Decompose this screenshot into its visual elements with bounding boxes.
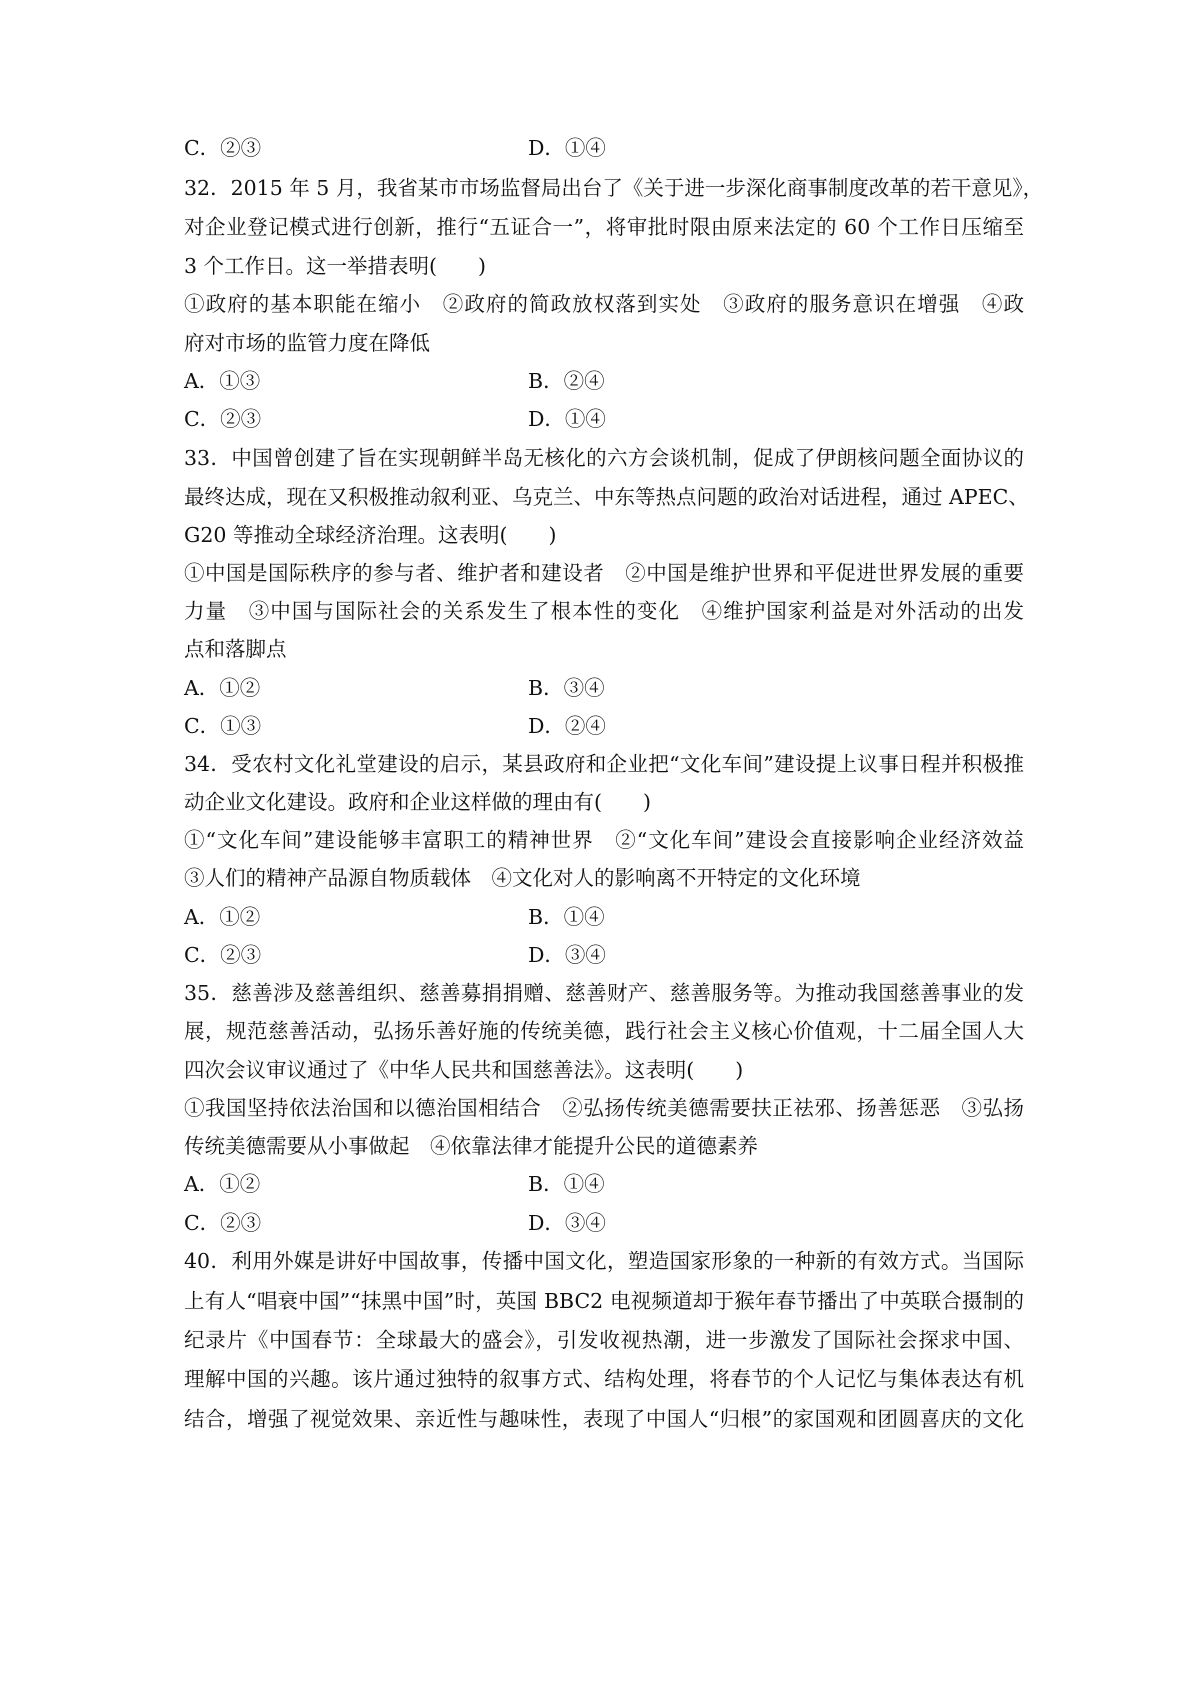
- q33-option-b: B．③④: [528, 676, 605, 700]
- q34-statement-line: ①“文化车间”建设能够丰富职工的精神世界 ②“文化车间”建设会直接影响企业经济效益: [184, 828, 1024, 852]
- q33-statement-line: ①中国是国际秩序的参与者、维护者和建设者 ②中国是维护世界和平促进世界发展的重要: [184, 561, 1024, 585]
- q35-option-b: B．①④: [528, 1172, 605, 1196]
- q35-stem-line: 35．慈善涉及慈善组织、慈善募捐捐赠、慈善财产、慈善服务等。为推动我国慈善事业的发: [184, 981, 1024, 1005]
- q33-option-c: C．①③: [184, 714, 262, 738]
- q34-option-a: A．①②: [184, 905, 261, 929]
- q32-stem-line: 对企业登记模式进行创新，推行“五证合一”，将审批时限由原来法定的 60 个工作日压缩至: [184, 215, 1024, 239]
- q32-statement-line: ①政府的基本职能在缩小 ②政府的简政放权落到实处 ③政府的服务意识在增强 ④政: [184, 292, 1024, 316]
- q34-option-d: D．③④: [528, 943, 606, 967]
- q33-statement-line: 力量 ③中国与国际社会的关系发生了根本性的变化 ④维护国家利益是对外活动的出发: [184, 599, 1024, 623]
- q35-stem-line: 四次会议审议通过了《中华人民共和国慈善法》。这表明( ): [184, 1058, 744, 1082]
- q32-option-d: D．①④: [528, 407, 606, 431]
- q35-option-d: D．③④: [528, 1211, 606, 1235]
- q35-statement-line: ①我国坚持依法治国和以德治国相结合 ②弘扬传统美德需要扶正祛邪、扬善惩恶 ③弘扬: [184, 1096, 1024, 1120]
- q40-stem-line: 上有人“唱衰中国”“抹黑中国”时，英国 BBC2 电视频道却于猴年春节播出了中英联合摄制的: [184, 1289, 1024, 1313]
- q40-stem-line: 纪录片《中国春节：全球最大的盛会》，引发收视热潮，进一步激发了国际社会探求中国、: [184, 1328, 1024, 1352]
- q35-option-c: C．②③: [184, 1211, 262, 1235]
- q32-stem-line: 32．2015 年 5 月，我省某市市场监督局出台了《关于进一步深化商事制度改革的若干意见》，: [184, 176, 1044, 200]
- q33-stem-line: 最终达成，现在又积极推动叙利亚、乌克兰、中东等热点问题的政治对话进程，通过 APEC、: [184, 485, 1029, 509]
- q34-option-c: C．②③: [184, 943, 262, 967]
- q34-option-b: B．①④: [528, 905, 605, 929]
- q35-statement-line: 传统美德需要从小事做起 ④依靠法律才能提升公民的道德素养: [184, 1134, 758, 1158]
- q34-stem-line: 34．受农村文化礼堂建设的启示，某县政府和企业把“文化车间”建设提上议事日程并积极推: [184, 752, 1024, 776]
- q32-statement-line: 府对市场的监管力度在降低: [184, 331, 430, 355]
- q33-stem-line: 33．中国曾创建了旨在实现朝鲜半岛无核化的六方会谈机制，促成了伊朗核问题全面协议的: [184, 446, 1024, 470]
- q35-stem-line: 展，规范慈善活动，弘扬乐善好施的传统美德，践行社会主义核心价值观，十二届全国人大: [184, 1019, 1024, 1043]
- q32-option-a: A．①③: [184, 369, 261, 393]
- q40-stem-line: 理解中国的兴趣。该片通过独特的叙事方式、结构处理，将春节的个人记忆与集体表达有机: [184, 1367, 1024, 1391]
- option-d: D．①④: [528, 136, 606, 160]
- q33-option-d: D．②④: [528, 714, 606, 738]
- q34-statement-line: ③人们的精神产品源自物质载体 ④文化对人的影响离不开特定的文化环境: [184, 866, 861, 890]
- q33-option-a: A．①②: [184, 676, 261, 700]
- q33-stem-line: G20 等推动全球经济治理。这表明( ): [184, 523, 557, 547]
- q34-stem-line: 动企业文化建设。政府和企业这样做的理由有( ): [184, 790, 651, 814]
- q32-stem-line: 3 个工作日。这一举措表明( ): [184, 254, 487, 278]
- q40-stem-line: 结合，增强了视觉效果、亲近性与趣味性，表现了中国人“归根”的家国观和团圆喜庆的文化: [184, 1407, 1024, 1431]
- q33-statement-line: 点和落脚点: [184, 637, 287, 661]
- q40-stem-line: 40．利用外媒是讲好中国故事，传播中国文化，塑造国家形象的一种新的有效方式。当国际: [184, 1249, 1024, 1273]
- q35-option-a: A．①②: [184, 1172, 261, 1196]
- option-c: C．②③: [184, 136, 262, 160]
- q32-option-c: C．②③: [184, 407, 262, 431]
- q32-option-b: B．②④: [528, 369, 605, 393]
